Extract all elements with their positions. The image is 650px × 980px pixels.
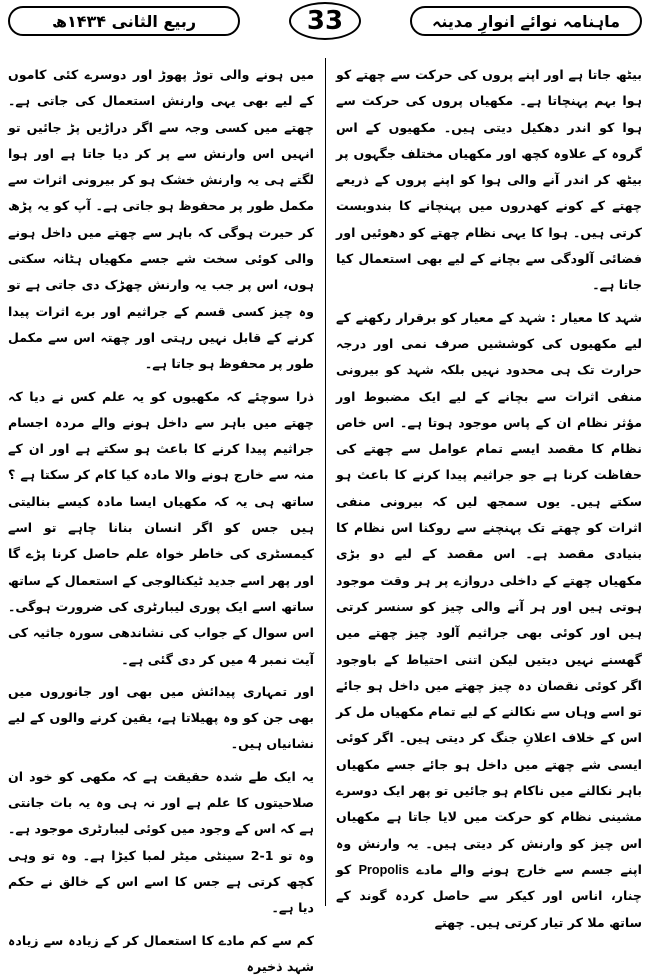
paragraph: میں ہونے والی توڑ پھوڑ اور دوسرے کئی کاموں کے لیے بھی یہی وارنش استعمال کی جاتی ہے۔ چھتے میں کسی وجہ سے اگر دراڑیں پڑ جائیں تو انہیں اس وارنش سے پر کر دیا جاتا ہے اور ہوا لگتے ہی یہ وارنش خشک ہو کر بیرونی اثرات سے مکمل طور پر محفوظ ہو جاتی ہے۔ آپ کو یہ پڑھ کر حیرت ہوگی کہ باہر سے چھتے میں داخل ہونے والی کوئی سخت شے جسے مکھیاں ہٹانہ سکتی ہوں، اس پر جب یہ وارنش چھڑک دی جاتی ہے تو وہ چیز کسی قسم کے جراثیم اور برے اثرات پیدا کرنے کے قابل نہیں رہتی اور چھتہ اس سے مکمل طور پر محفوظ ہو جاتا ہے۔	[8, 62, 314, 378]
paragraph: یہ ایک طے شدہ حقیقت ہے کہ مکھی کو خود ان صلاحیتوں کا علم ہے اور نہ ہی وہ یہ بات جانتی ہے کہ اس کے وجود میں کوئی لیبارٹری موجود ہے۔ وہ تو 1-2 سینٹی میٹر لمبا کیڑا ہے۔ وہ تو وہی کچھ کرتی ہے جس کا اسے اس کے خالق نے حکم دیا ہے۔	[8, 764, 314, 922]
magazine-title: ماہنامہ نوائے انوارِ مدینہ	[432, 12, 620, 31]
section-heading: شہد کا معیار :	[551, 310, 642, 325]
page-header	[4, 4, 646, 40]
page-number: 33	[307, 6, 343, 36]
page-number-badge	[289, 2, 361, 40]
paragraph-text: کو چنار، اناس اور کیکر سے حاصل کردہ گوند کے ساتھ ملا کر تیار کرتی ہیں۔ چھتے	[336, 862, 642, 930]
issue-date: ربیع الثانی ۱۴۳۴ھ	[52, 12, 196, 31]
issue-date-box	[8, 6, 240, 36]
magazine-title-box	[410, 6, 642, 36]
column-divider	[325, 58, 326, 906]
paragraph: اور تمہاری پیدائش میں بھی اور جانوروں میں بھی جن کو وہ پھیلاتا ہے، یقین کرنے والوں کے لیے نشانیاں ہیں۔	[8, 679, 314, 758]
paragraph: ذرا سوچئے کہ مکھیوں کو یہ علم کس نے دیا کہ چھتے میں باہر سے داخل ہونے والے مردہ اجسام جراثیم پیدا کرنے کا باعث ہو سکتے ہے اور ان کے منہ سے خارج ہونے والا مادہ کیا کام کر سکتا ہے ؟ ساتھ ہی یہ کہ مکھیاں ایسا مادہ کیسے بنالیتی ہیں جس کو اگر انسان بنانا چاہے تو اسے کیمسٹری کی خاطر خواہ علم حاصل کرنا پڑے گا اور پھر اسے جدید ٹیکنالوجی کے استعمال کے ساتھ ساتھ اسے ایک پوری لیبارٹری کی ضرورت ہوگی۔ اس سوال کے جواب کی نشاندھی سورہ جاثیہ کی آیت نمبر 4 میں کر دی گئی ہے۔	[8, 384, 314, 673]
left-column	[8, 62, 314, 908]
paragraph: کم سے کم مادے کا استعمال کر کے زیادہ سے زیادہ شہد ذخیرہ	[8, 928, 314, 980]
right-column	[336, 62, 642, 908]
paragraph: بیٹھ جاتا ہے اور اپنے پروں کی حرکت سے چھتے کو ہوا بہم پہنچاتا ہے۔ مکھیاں پروں کی حرکت سے ہوا کو اندر دھکیل دیتی ہیں۔ مکھیوں کے اس گروہ کے علاوہ کچھ اور مکھیاں مختلف جگہوں پر بیٹھ کر اندر آنے والی ہوا کو اپنے پروں کے ذریعے چھتے کے کونے کھدروں میں پہنچانے کا بندوبست کرتی ہیں۔ ہوا کا یہی نظام چھتے کو دھوئیں اور فضائی آلودگی سے بچانے کے لیے بھی استعمال کیا جاتا ہے۔	[336, 62, 642, 299]
paragraph	[336, 305, 642, 936]
propolis-term: Propolis	[359, 863, 409, 877]
paragraph-text: شہد کے معیار کو برقرار رکھنے کے لیے مکھیوں کی کوششیں صرف نمی اور درجہ حرارت تک ہی محدود نہیں بلکہ شہد کو بیرونی منفی اثرات سے بچانے کے لیے ایک مضبوط اور مؤثر نظام ان کے پاس موجود ہوتا ہے۔ اس خاص نظام کا مقصد ایسے تمام عوامل سے چھتے کی حفاظت کرنا ہے جو جراثیم پیدا کرنے کا باعث ہو سکتے ہیں۔ یوں سمجھ لیں کہ بیرونی منفی اثرات کو چھتے تک پہنچنے سے روکنا اس نظام کا بنیادی مقصد ہے۔ اس مقصد کے لیے دو بڑی مکھیاں چھتے کے داخلی دروازے پر ہر وقت موجود ہوتی ہیں اور ہر آنے والی چیز کو سنسر کرتی ہیں اور کوئی بھی جراثیم آلود چیز چھتے میں گھسنے نہیں دیتیں لیکن اتنی احتیاط کے باوجود اگر کوئی نقصان دہ چیز چھتے میں داخل ہو جائے تو اسے وہاں سے نکالنے کے لیے تمام مکھیاں مل کر اس کے خلاف اعلانِ جنگ کر دیتی ہیں۔ اگر کوئی ایسی شے چھتے میں داخل ہو جائے جسے مکھیاں باہر نکالنے میں ناکام ہو جائیں تو پھر ایک دوسرے مشینی نظام کو حرکت میں لایا جاتا ہے مکھیاں اس چیز کو وارنش کر دیتی ہیں۔ یہ وارنش وہ اپنے جسم سے خارج ہونے والے مادے	[336, 310, 642, 877]
